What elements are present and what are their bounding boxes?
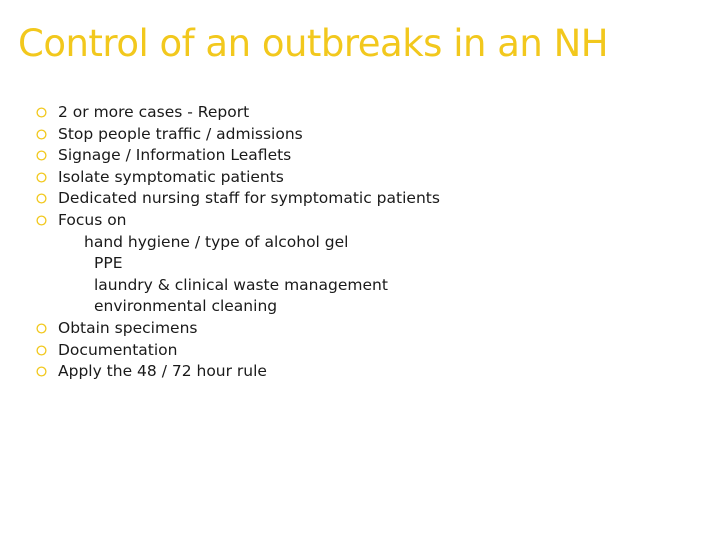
list-item-text: Isolate symptomatic patients <box>58 167 284 186</box>
list-item <box>36 318 440 340</box>
circle-bullet-icon <box>36 107 47 118</box>
circle-bullet-icon <box>36 323 47 334</box>
list-item-text: Focus on <box>58 210 127 229</box>
list-item <box>36 188 440 210</box>
list-item <box>36 145 440 167</box>
sub-list-item-text: environmental cleaning <box>94 297 278 316</box>
list-item <box>36 210 440 232</box>
circle-bullet-icon <box>36 129 47 140</box>
list-item-text: Stop people traffic / admissions <box>58 124 303 143</box>
circle-bullet-icon <box>36 345 47 356</box>
circle-bullet-icon <box>36 193 47 204</box>
circle-bullet-icon <box>36 172 47 183</box>
sub-list-item <box>36 232 440 254</box>
list-item-text: Signage / Information Leaflets <box>58 146 292 165</box>
list-item <box>36 361 440 383</box>
list-item-text: Dedicated nursing staff for symptomatic patients <box>58 189 440 208</box>
circle-bullet-icon <box>36 150 47 161</box>
list-item-text: Apply the 48 / 72 hour rule <box>58 362 267 381</box>
sub-list-item-text: PPE <box>94 254 123 273</box>
bullet-list <box>36 102 440 383</box>
list-item-text: 2 or more cases - Report <box>58 103 250 121</box>
circle-bullet-icon <box>36 366 47 377</box>
list-item <box>36 340 440 362</box>
sub-list-item-text: laundry & clinical waste management <box>94 275 388 294</box>
list-item-text: Obtain specimens <box>58 318 198 337</box>
list-item <box>36 124 440 146</box>
list-item <box>36 102 440 124</box>
sub-list-item-text: hand hygiene / type of alcohol gel <box>84 232 349 251</box>
list-item <box>36 167 440 189</box>
slide-title: Control of an outbreaks in an NH <box>18 22 609 65</box>
sub-list-item <box>36 296 440 318</box>
circle-bullet-icon <box>36 215 47 226</box>
list-item-text: Documentation <box>58 340 178 359</box>
sub-list-item <box>36 253 440 275</box>
sub-list-item <box>36 275 440 297</box>
